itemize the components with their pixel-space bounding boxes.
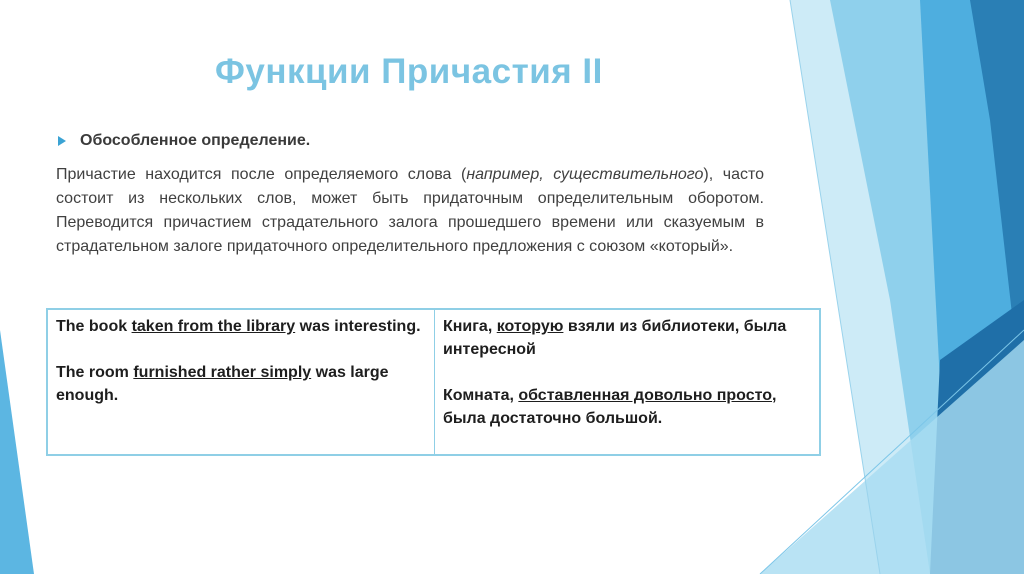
text-fragment: The room <box>56 364 134 381</box>
english-example-2 <box>56 361 426 407</box>
triangle-bullet-icon <box>58 136 66 146</box>
text-fragment: Книга, <box>443 318 497 335</box>
text-fragment: The book <box>56 318 132 335</box>
underlined-participle-phrase: taken from the library <box>131 318 296 335</box>
text-fragment: взяли из библиотеки, была интересной <box>443 318 787 358</box>
russian-example-2 <box>443 384 811 430</box>
russian-example-1 <box>443 315 811 361</box>
bullet-text: Обособленное определение. <box>80 132 311 149</box>
examples-table <box>46 308 821 456</box>
left-bottom-shape <box>0 330 34 574</box>
underlined-translation: которую <box>496 318 564 335</box>
explanation-paragraph <box>56 163 764 259</box>
underlined-participle-phrase: furnished rather simply <box>133 364 312 381</box>
slide-title: Функции Причастия II <box>215 52 603 91</box>
text-fragment: was large enough. <box>56 364 389 404</box>
english-examples-cell <box>47 309 435 455</box>
text-fragment: , была достаточно большой. <box>443 387 777 427</box>
russian-translations-cell <box>435 309 821 455</box>
text-fragment: Комната, <box>443 387 519 404</box>
bullet-item <box>58 132 310 150</box>
underlined-translation: обставленная довольно просто <box>518 387 773 404</box>
paragraph-italic: например, существительного <box>466 166 704 183</box>
paragraph-part-1: Причастие находится после определяемого слова ( <box>56 166 467 183</box>
english-example-1 <box>56 315 426 338</box>
table-row <box>47 309 820 455</box>
text-fragment: was interesting. <box>295 318 421 335</box>
paragraph-part-3: ), часто состоит из нескольких слов, может быть придаточным определительным оборотом. Переводится причастием страдательного залога прошедшего времени или сказуемым в страдательном залоге придаточного определительного предложения с союзом «который». <box>56 166 765 255</box>
